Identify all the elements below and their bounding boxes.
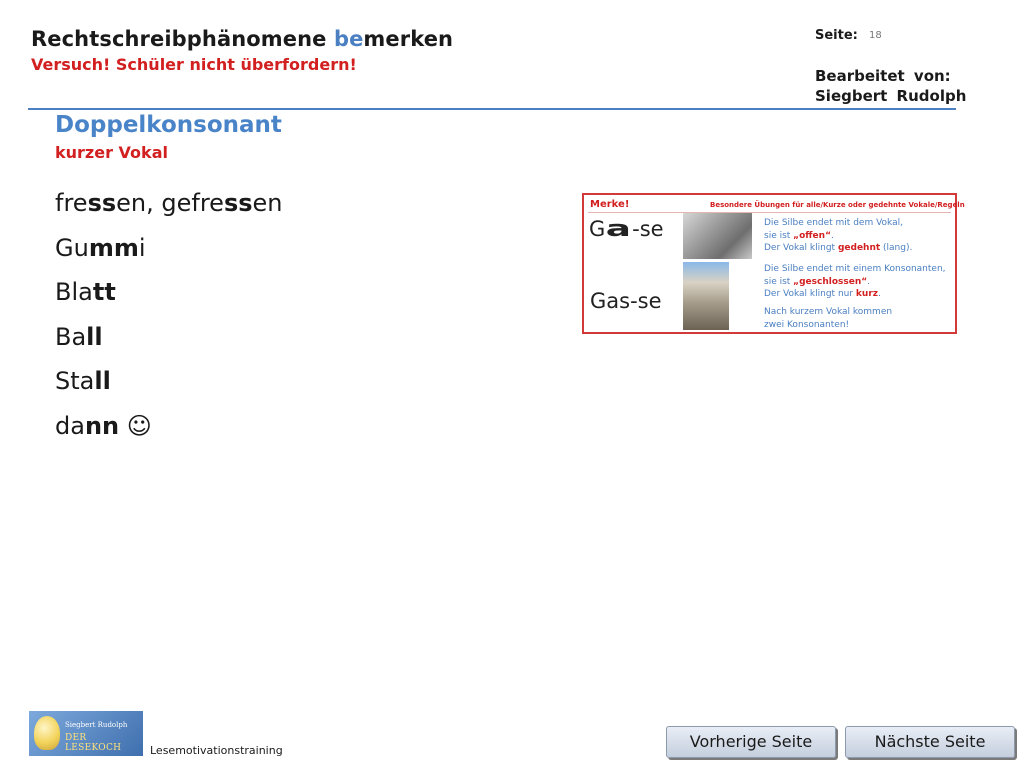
rule-text: Der Vokal klingt — [764, 243, 838, 253]
edited-by-label: Bearbeitet von: — [815, 67, 951, 85]
header-title-part1: Rechtschreibphänomene — [31, 27, 334, 51]
word-item — [55, 409, 283, 454]
author-name: Siegbert Rudolph — [815, 87, 967, 105]
footer-label: Lesemotivationstraining — [150, 744, 283, 757]
rule-text: . — [878, 289, 881, 299]
rule-line: zwei Konsonanten! — [764, 319, 850, 330]
previous-page-button[interactable]: Vorherige Seite — [666, 726, 836, 758]
rule-closed-syllable — [764, 263, 946, 301]
rule-line: Die Silbe endet mit einem Konsonanten, — [764, 264, 946, 274]
open-syllable-example — [589, 217, 664, 242]
example-text: -se — [632, 217, 664, 241]
word-text: en, gefre — [116, 189, 224, 217]
page-label: Seite: — [815, 28, 858, 43]
example-text: G — [589, 217, 606, 241]
logo-author: Siegbert Rudolph — [65, 721, 128, 729]
lightbulb-icon — [34, 716, 60, 750]
rule-text: . — [831, 230, 834, 241]
rule-double-consonant — [764, 306, 892, 331]
rule-line — [764, 288, 946, 301]
lesekoch-logo — [29, 711, 143, 756]
rule-text: sie ist — [764, 276, 794, 287]
rule-open-syllable — [764, 217, 912, 255]
rule-emphasis: gedehnt — [837, 243, 881, 253]
word-item — [55, 186, 283, 231]
word-list — [55, 186, 283, 453]
logo-brand — [65, 733, 143, 753]
word-text: Sta — [55, 367, 95, 395]
word-text: i — [138, 233, 146, 262]
rule-line — [764, 276, 946, 289]
car-exhaust-image — [683, 213, 752, 259]
header-title-highlight: be — [333, 27, 364, 51]
header-title-part2: merken — [363, 27, 454, 51]
word-text: en — [252, 189, 283, 217]
word-item — [55, 275, 283, 320]
alley-image — [683, 262, 729, 330]
header-subtitle: Versuch! Schüler nicht überfordern! — [31, 55, 357, 74]
closed-syllable-example: Gas-se — [590, 289, 662, 313]
word-item — [55, 320, 283, 365]
page-number: 18 — [869, 30, 882, 41]
double-consonant: ll — [86, 322, 103, 351]
logo-brand-text: LESEKOCH — [65, 743, 122, 753]
double-consonant: tt — [92, 278, 116, 306]
rule-text: (lang). — [880, 243, 913, 253]
double-consonant: ss — [87, 189, 117, 217]
merke-divider — [588, 212, 951, 213]
rule-text: Der Vokal klingt nur — [764, 289, 856, 299]
merke-title: Merke! — [590, 199, 630, 210]
rule-line — [764, 242, 912, 255]
merke-rule-box — [582, 193, 965, 334]
merke-hint: Besondere Übungen für alle/Kurze oder gedehnte Vokale/Regeln — [710, 201, 965, 209]
word-item — [55, 231, 283, 276]
rule-text: sie ist — [764, 230, 794, 241]
word-text: Bla — [55, 278, 93, 306]
section-subtitle: kurzer Vokal — [55, 143, 168, 162]
rule-emphasis: „offen“ — [793, 230, 831, 241]
rule-line: Nach kurzem Vokal kommen — [764, 307, 893, 317]
word-text: ☺ — [119, 411, 152, 440]
header-divider — [28, 108, 956, 110]
rule-line: Die Silbe endet mit dem Vokal, — [764, 218, 903, 228]
double-consonant: ss — [223, 189, 253, 217]
rule-emphasis: kurz — [855, 289, 878, 299]
word-text: Ba — [55, 322, 87, 351]
logo-brand-text: DER — [65, 733, 87, 743]
rule-line — [764, 230, 912, 243]
section-title: Doppelkonsonant — [55, 112, 282, 138]
double-consonant: nn — [84, 411, 120, 440]
word-text: da — [55, 411, 85, 440]
rule-text: . — [867, 276, 871, 287]
word-text: fre — [55, 189, 88, 217]
double-consonant: ll — [94, 367, 111, 395]
rule-emphasis: „geschlossen“ — [793, 276, 868, 287]
next-page-button[interactable]: Nächste Seite — [845, 726, 1015, 758]
word-item — [55, 364, 283, 409]
double-consonant: mm — [88, 233, 139, 262]
header-title — [31, 27, 453, 51]
word-text: Gu — [55, 233, 89, 262]
stretched-vowel: a — [606, 217, 632, 242]
